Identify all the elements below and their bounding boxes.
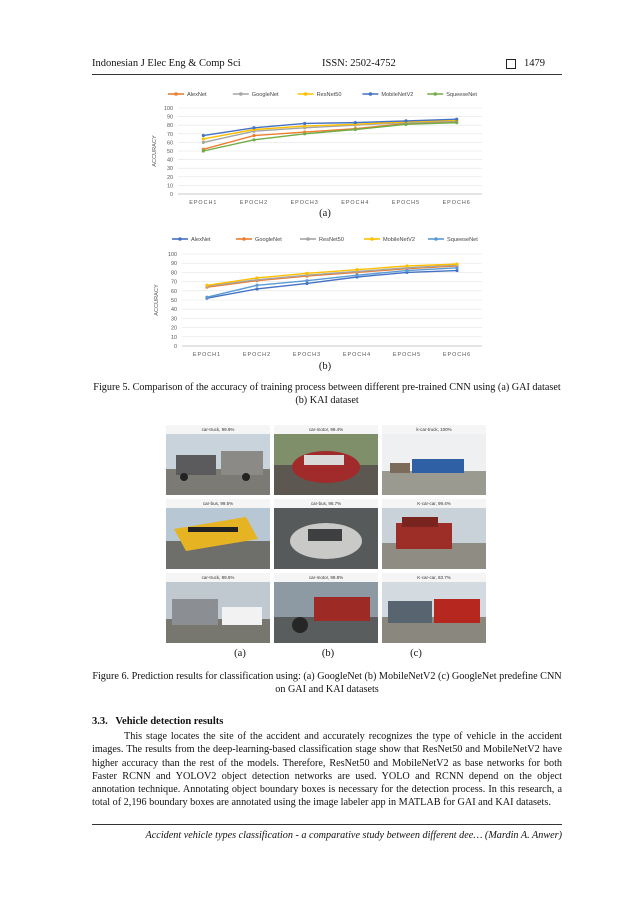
data-point xyxy=(202,134,205,137)
y-tick-label: 30 xyxy=(167,166,173,173)
x-tick-label: EPOCH6 xyxy=(442,200,471,206)
x-tick-label: EPOCH3 xyxy=(290,200,319,206)
legend-label: SqueeseNet xyxy=(446,92,477,99)
accuracy-chart-gai xyxy=(150,86,490,208)
legend-marker xyxy=(178,237,182,241)
data-point xyxy=(303,132,306,135)
legend-marker xyxy=(434,237,438,241)
x-tick-label: EPOCH3 xyxy=(292,352,322,358)
figure-5-caption: Figure 5. Comparison of the accuracy of training process between different pre-trained CNN using (a) GAI dataset (b) KAI dataset xyxy=(93,382,561,406)
data-point xyxy=(404,119,407,122)
accident-photo-icon xyxy=(274,425,378,495)
legend-label: GoogleNet xyxy=(251,92,279,99)
accident-photo-icon xyxy=(166,573,270,643)
prediction-label: K-car-car, 83.7% xyxy=(382,573,486,582)
legend-marker xyxy=(304,92,308,96)
footer-rule xyxy=(92,824,562,825)
data-point xyxy=(255,276,258,279)
x-tick-label: EPOCH2 xyxy=(242,352,272,358)
photo-k-car-truck xyxy=(382,425,486,495)
fig6-sublabel-a: (a) xyxy=(234,648,246,659)
prediction-label: K-car-car, 99.4% xyxy=(382,499,486,508)
prediction-label: k-car-truck, 100% xyxy=(382,425,486,434)
legend-marker xyxy=(369,92,373,96)
page-number: 1479 xyxy=(524,58,545,69)
legend-label: SqueeseNet xyxy=(447,237,478,244)
accident-photo-icon xyxy=(382,499,486,569)
prediction-label: car-truck, 99.9% xyxy=(166,425,270,434)
y-tick-label: 100 xyxy=(168,252,177,258)
data-point xyxy=(354,121,357,124)
legend-label: ResNet50 xyxy=(316,92,342,99)
x-tick-label: EPOCH1 xyxy=(192,352,222,358)
legend-label: GoogleNet xyxy=(255,237,282,244)
y-tick-label: 50 xyxy=(167,149,173,155)
data-point xyxy=(455,263,458,266)
data-point xyxy=(305,282,308,285)
prediction-label: car-motor, 99.4% xyxy=(274,425,378,434)
accuracy-chart-kai xyxy=(150,228,490,360)
prediction-label: car-bus, 96.7% xyxy=(274,499,378,508)
data-point xyxy=(355,268,358,271)
y-tick-label: 0 xyxy=(174,344,177,350)
accident-photo-icon xyxy=(166,425,270,495)
photo-car-truck-2 xyxy=(166,573,270,643)
y-axis-label: ACCURACY xyxy=(152,135,158,167)
legend-marker xyxy=(174,92,178,96)
photo-car-motor-2 xyxy=(274,573,378,643)
photo-k-car-car-2 xyxy=(382,573,486,643)
panel-label-b: (b) xyxy=(318,361,332,372)
y-tick-label: 100 xyxy=(164,106,173,112)
data-point xyxy=(455,266,458,269)
x-tick-label: EPOCH1 xyxy=(189,200,218,206)
legend-label: AlexNet xyxy=(191,237,211,244)
accident-photo-icon xyxy=(274,573,378,643)
figure-6-caption: Figure 6. Prediction results for classification using: (a) GoogleNet (b) MobileNetV2 (c) GoogleNet predefine CNN on GAI and KAI datasets xyxy=(92,671,562,695)
data-point xyxy=(303,122,306,125)
accident-photo-icon xyxy=(382,573,486,643)
data-point xyxy=(202,149,205,152)
y-tick-label: 10 xyxy=(171,334,177,341)
prediction-label: car-truck, 89.5% xyxy=(166,573,270,582)
fig6-sublabel-b: (b) xyxy=(321,648,335,659)
data-point xyxy=(205,284,208,287)
y-tick-label: 40 xyxy=(167,157,173,164)
data-point xyxy=(355,274,358,277)
y-tick-label: 50 xyxy=(171,298,177,304)
data-point xyxy=(202,141,205,144)
legend-marker xyxy=(239,92,243,96)
y-tick-label: 60 xyxy=(167,140,173,147)
page-number-group xyxy=(506,58,545,69)
data-point xyxy=(455,118,458,121)
data-point xyxy=(202,137,205,140)
y-tick-label: 70 xyxy=(171,279,177,286)
x-tick-label: EPOCH4 xyxy=(341,200,370,206)
running-footer: Accident vehicle types classification - a comparative study between different dee… (Mardin A. Anwer) xyxy=(145,830,562,841)
y-tick-label: 80 xyxy=(171,270,177,277)
photo-car-bus xyxy=(166,499,270,569)
x-tick-label: EPOCH5 xyxy=(392,352,422,358)
y-tick-label: 10 xyxy=(167,183,173,190)
y-tick-label: 0 xyxy=(170,192,173,198)
data-point xyxy=(305,279,308,282)
photo-k-car-car xyxy=(382,499,486,569)
y-tick-label: 90 xyxy=(171,261,177,268)
legend-marker xyxy=(242,237,246,241)
y-tick-label: 60 xyxy=(171,288,177,295)
fig6-sublabel-c: (c) xyxy=(410,648,422,659)
prediction-label: car-motor, 99.8% xyxy=(274,573,378,582)
accident-photo-icon xyxy=(274,499,378,569)
data-point xyxy=(252,138,255,141)
journal-name: Indonesian J Elec Eng & Comp Sci xyxy=(92,58,241,69)
photo-car-truck xyxy=(166,425,270,495)
y-tick-label: 20 xyxy=(171,325,177,332)
header-rule xyxy=(92,74,562,75)
data-point xyxy=(455,269,458,272)
data-point xyxy=(404,123,407,126)
y-tick-label: 20 xyxy=(167,174,173,181)
y-tick-label: 80 xyxy=(167,123,173,130)
legend-marker xyxy=(370,237,374,241)
prediction-photo-grid xyxy=(166,425,487,645)
data-point xyxy=(354,128,357,131)
x-tick-label: EPOCH4 xyxy=(342,352,372,358)
x-tick-label: EPOCH5 xyxy=(391,200,421,206)
y-axis-label: ACCURACY xyxy=(154,284,160,316)
data-point xyxy=(255,284,258,287)
data-point xyxy=(252,126,255,129)
panel-label-a: (a) xyxy=(319,208,331,219)
legend-marker xyxy=(433,92,437,96)
data-point xyxy=(205,296,208,299)
legend-label: ResNet50 xyxy=(319,237,344,244)
data-point xyxy=(252,134,255,137)
issn: ISSN: 2502-4752 xyxy=(322,58,396,69)
data-point xyxy=(405,269,408,272)
legend-label: MobileNetV2 xyxy=(381,92,414,99)
series-line xyxy=(207,266,457,287)
x-tick-label: EPOCH6 xyxy=(442,352,472,358)
photo-car-bus-2 xyxy=(274,499,378,569)
prediction-label: car-bus, 99.5% xyxy=(166,499,270,508)
section-heading: 3.3. Vehicle detection results xyxy=(92,716,224,727)
data-point xyxy=(305,272,308,275)
data-point xyxy=(405,264,408,267)
data-point xyxy=(455,121,458,124)
y-tick-label: 70 xyxy=(167,131,173,138)
y-tick-label: 90 xyxy=(167,114,173,121)
photo-car-motor xyxy=(274,425,378,495)
y-tick-label: 40 xyxy=(171,307,177,314)
body-paragraph xyxy=(92,730,562,810)
x-tick-label: EPOCH2 xyxy=(239,200,269,206)
y-tick-label: 30 xyxy=(171,316,177,323)
accident-photo-icon xyxy=(166,499,270,569)
legend-marker xyxy=(306,237,310,241)
data-point xyxy=(255,287,258,290)
checkbox-square-icon xyxy=(506,59,516,69)
legend-label: AlexNet xyxy=(187,92,207,99)
body-paragraph-text: This stage locates the site of the accident and accurately recognizes the type of vehicle in the accident images. The results from the deep-learning-based classification stage show that ResNet50 and MobileNetV2 have higher accuracy than the rest of the models. Therefore, ResNet50 and MobileNetV2 as base networks for both Faster RCNN and YOLOV2 object detection networks are used. YOLO and RCNN depend on the object annotation technique. Annotating object boundary boxes is necessary for the detection process. In this research, a total of 2,196 boundary boxes are annotated using the image labeler app in MATLAB for GAI and KAI datasets. xyxy=(92,731,562,809)
accident-photo-icon xyxy=(382,425,486,495)
legend-label: MobileNetV2 xyxy=(383,237,416,244)
